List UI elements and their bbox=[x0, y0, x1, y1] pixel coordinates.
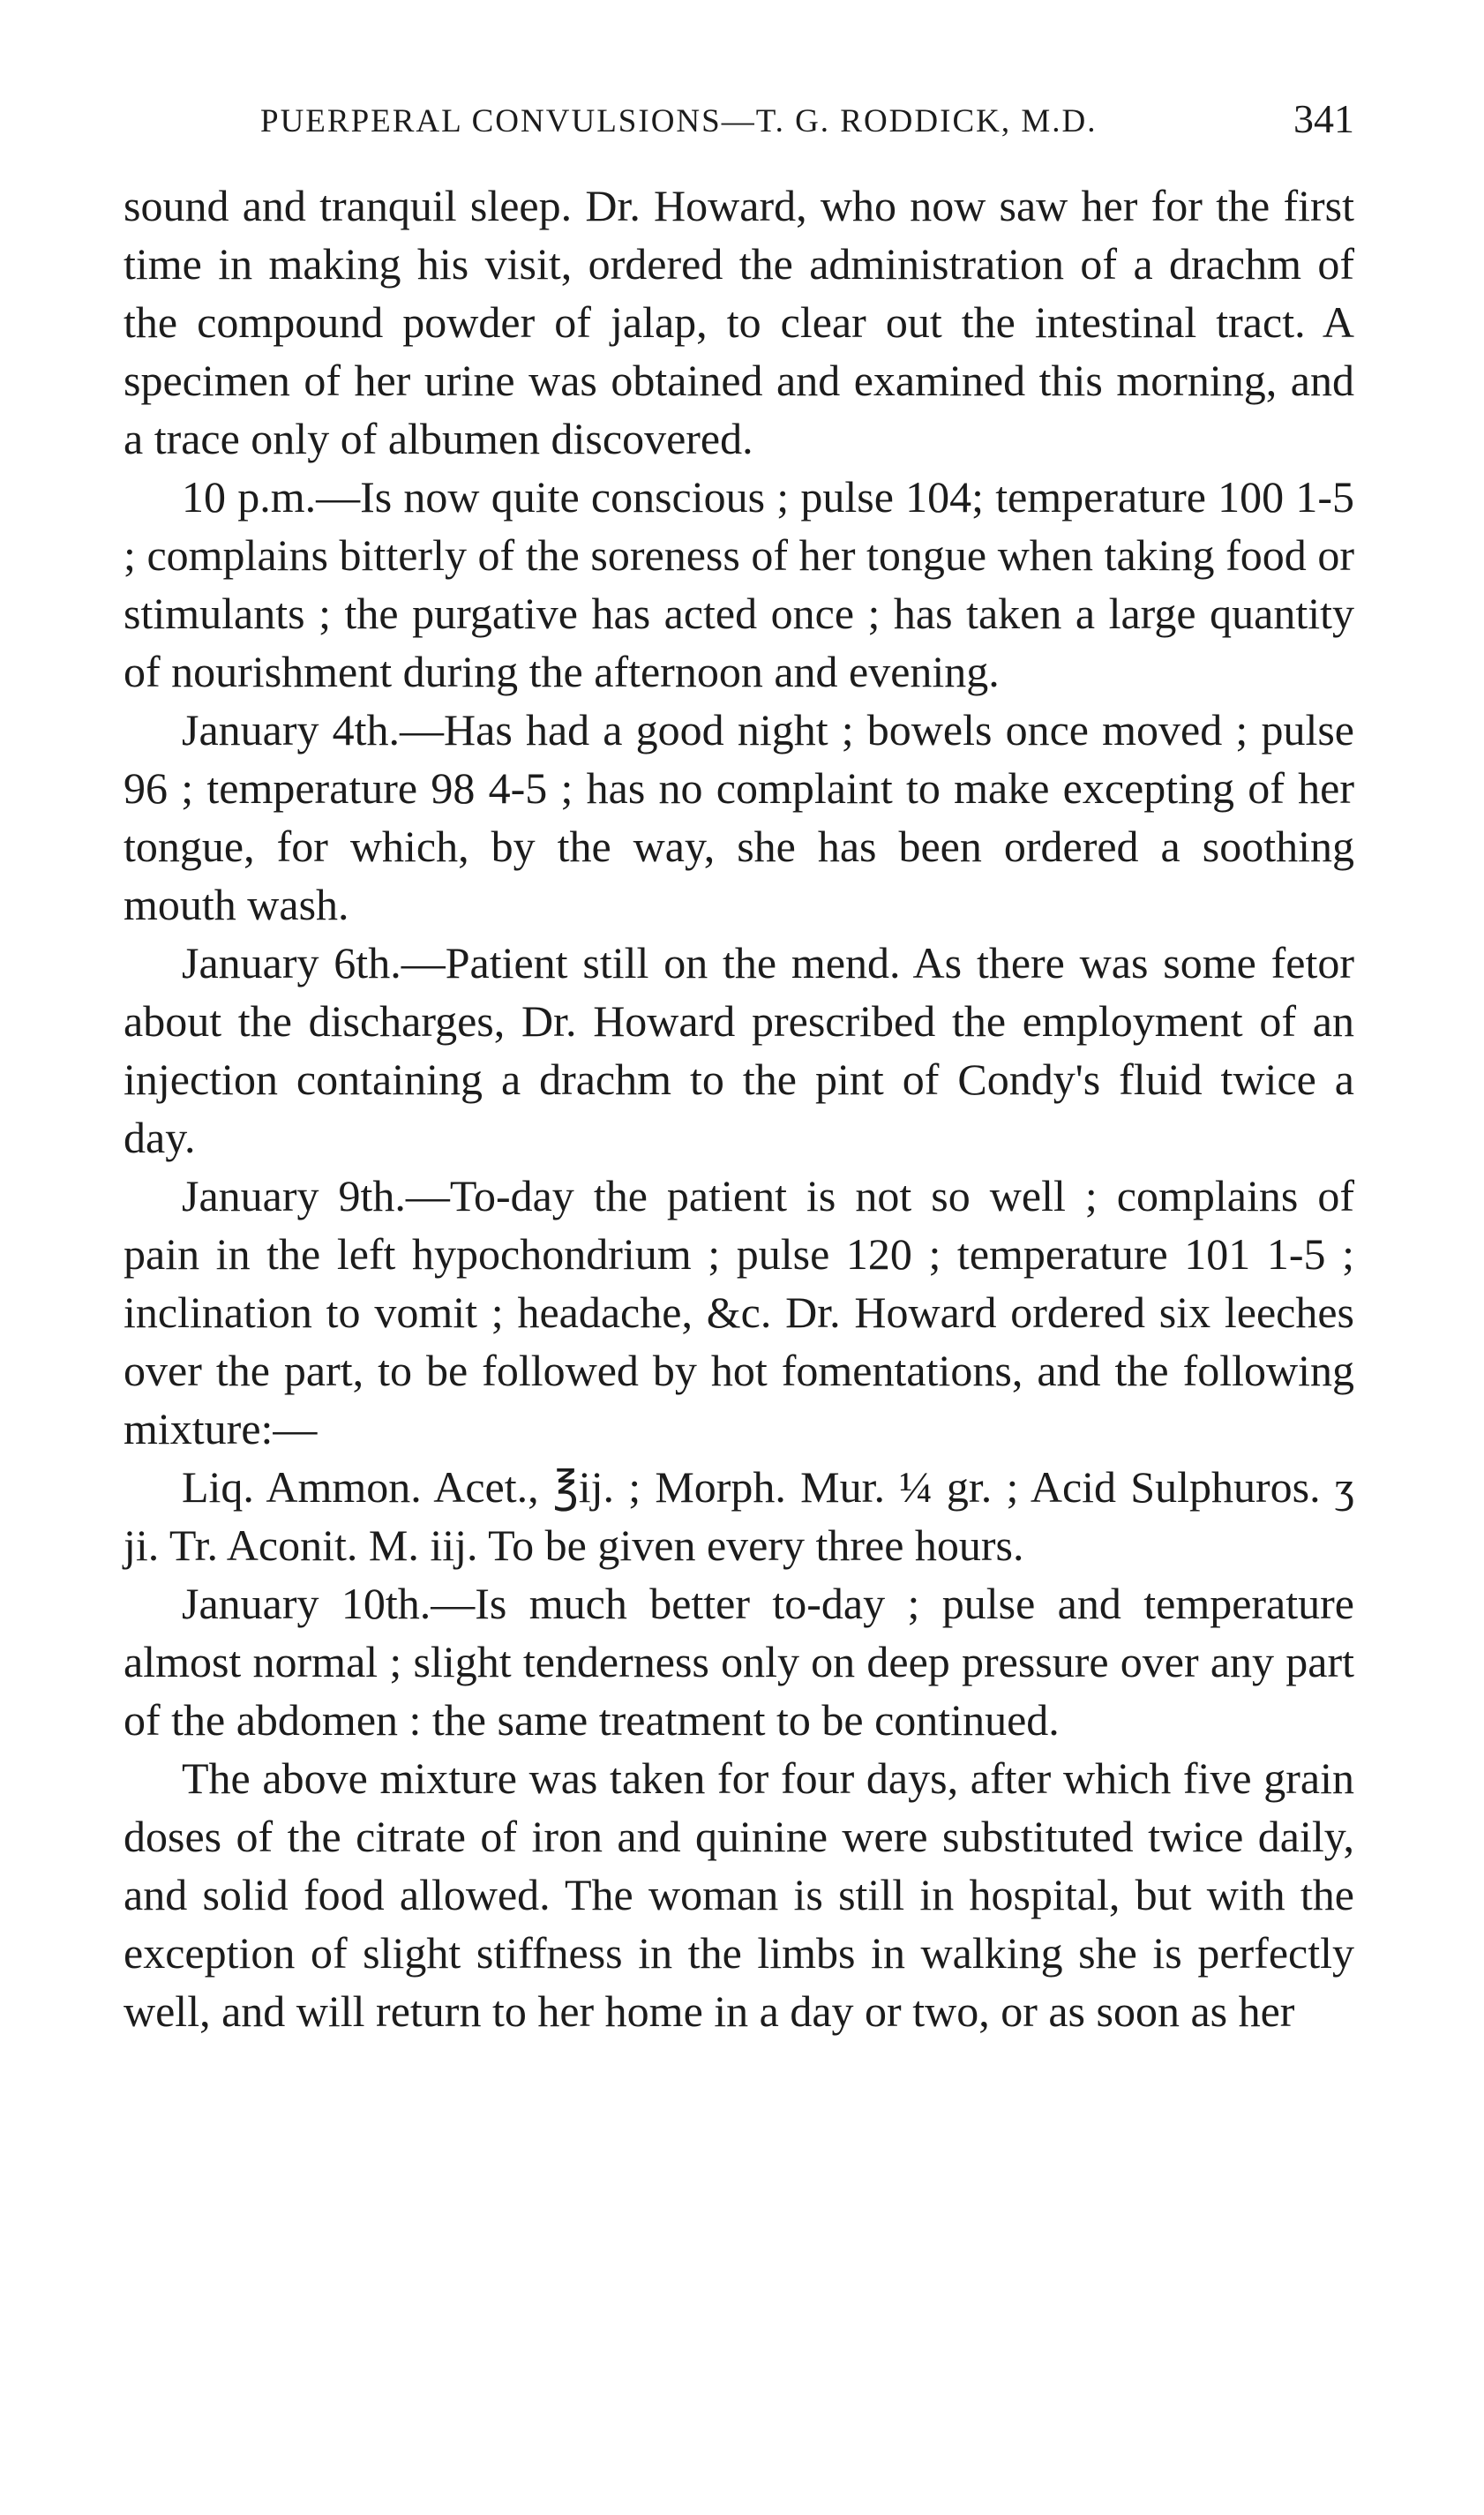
running-title: PUERPERAL CONVULSIONS—T. G. RODDICK, M.D. bbox=[260, 103, 1098, 139]
running-header bbox=[124, 95, 1354, 148]
body-text bbox=[124, 176, 1354, 2040]
paragraph-january-6th: January 6th.—Patient still on the mend. As there was some fetor about the discharges, Dr. Howard prescribed the employment of an injection containing a drachm to the pint of Condy's fluid twice a day. bbox=[124, 938, 1354, 1162]
page-number: 341 bbox=[1293, 96, 1354, 141]
paragraph-continuation: sound and tranquil sleep. Dr. Howard, who now saw her for the first time in making his visit, ordered the administration of a drachm of the compound powder of jalap, to clear out the intestinal tract. A specimen of her urine was obtained and examined this morning, and a trace only of albumen discovered. bbox=[124, 181, 1354, 463]
paragraph-january-4th: January 4th.—Has had a good night ; bowels once moved ; pulse 96 ; temperature 98 4-5 ; has no complaint to make excepting of her tongue, for which, by the way, she has been ordered a soothing mouth wash. bbox=[124, 705, 1354, 929]
paragraph-january-9th: January 9th.—To-day the patient is not so well ; complains of pain in the left hypochondrium ; pulse 120 ; temperature 101 1-5 ; inclination to vomit ; headache, &c. Dr. Howard ordered six leeches over the part, to be followed by hot fomentations, and the following mixture:— bbox=[124, 1171, 1354, 1453]
paragraph-january-10th: January 10th.—Is much better to-day ; pulse and temperature almost normal ; slight tenderness only on deep pressure over any part of the abdomen : the same treatment to be continued. bbox=[124, 1579, 1354, 1745]
paragraph-prescription: Liq. Ammon. Acet., ℥ij. ; Morph. Mur. ¼ gr. ; Acid Sulphuros. ʒ ji. Tr. Aconit. M. iij. To be given every three hours. bbox=[124, 1462, 1354, 1570]
paragraph-outcome: The above mixture was taken for four days, after which five grain doses of the citrate of iron and quinine were substituted twice daily, and solid food allowed. The woman is still in hospital, but with the exception of slight stiffness in the limbs in walking she is perfectly well, and will return to her home in a day or two, or as soon as her bbox=[124, 1753, 1354, 2036]
paragraph-10pm: 10 p.m.—Is now quite conscious ; pulse 104; temperature 100 1-5 ; complains bitterly of the soreness of her tongue when taking food or stimulants ; the purgative has acted once ; has taken a large quantity of nourishment during the afternoon and evening. bbox=[124, 472, 1354, 696]
